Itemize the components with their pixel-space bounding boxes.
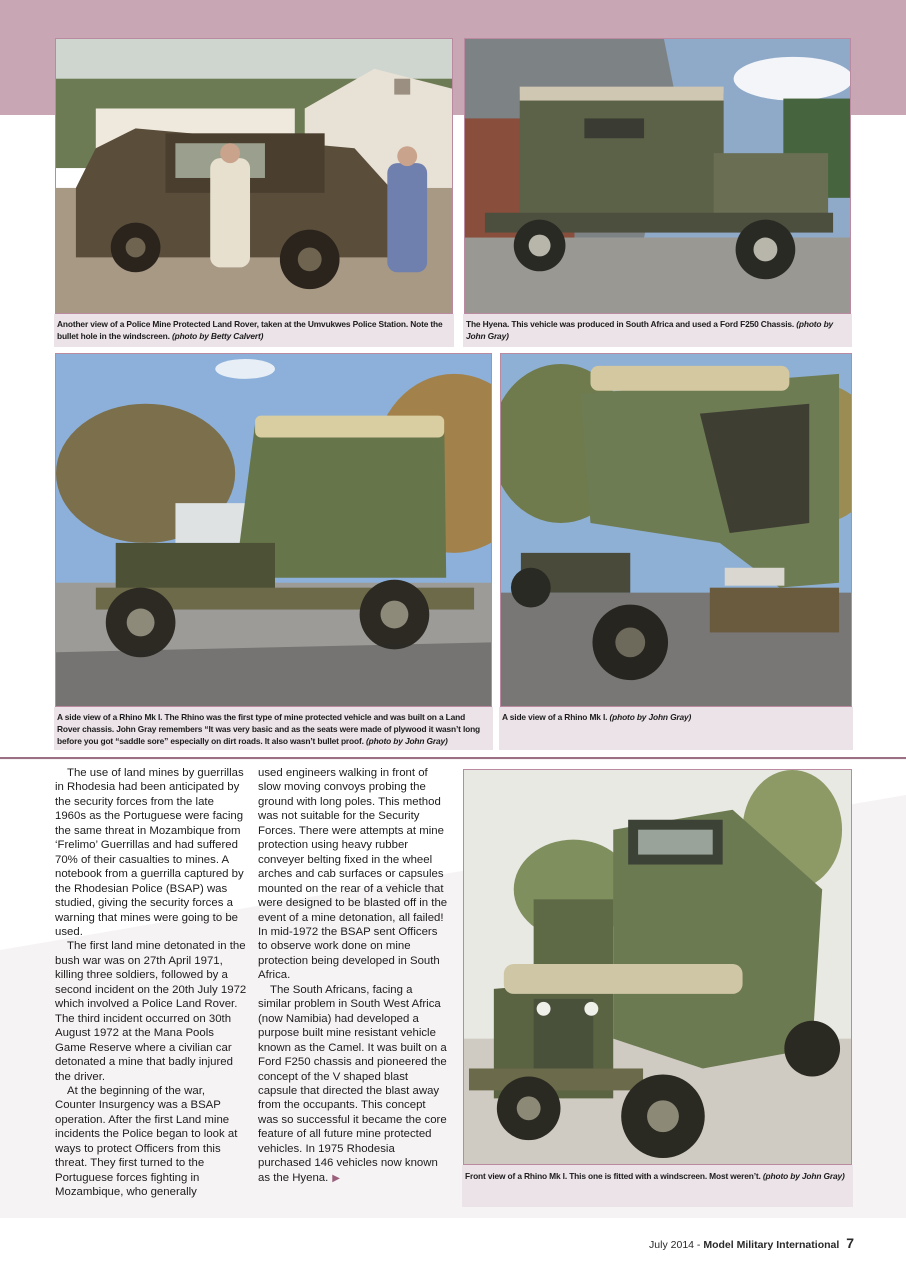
article-paragraph-text: The South Africans, facing a similar problem in South West Africa (now Namibia) had developed a purpose built mine resistant vehicle known as the Camel. It was built on a Ford F250 chassis and pioneered the concept of the V shaped blast capsule that directed the blast away from the occupants. This concept was so successful it became the core feature of all future mine protected vehicles. In 1975 Rhodesia purchased 146 vehicles now known as the Hyena. xyxy=(258,983,447,1184)
photo-credit: (photo by John Gray) xyxy=(609,712,692,722)
caption-text: A side view of a Rhino Mk I. xyxy=(502,712,608,722)
photo-caption xyxy=(54,314,454,347)
section-divider xyxy=(0,757,906,759)
photo-rhino-rear xyxy=(500,353,852,707)
article-column-2 xyxy=(258,766,448,1186)
caption-text: A side view of a Rhino Mk I. The Rhino was the first type of mine protected vehicle and was built on a Land Rover chassis. John Gray remembers “It was very basic and as the seats were made of plywood it wasn’t long before you got “saddle sore” especially on dirt roads. It also wasn’t bullet proof. xyxy=(57,712,481,746)
photo-credit: (photo by John Gray) xyxy=(466,319,834,341)
end-of-article-icon: ▶ xyxy=(332,1172,340,1184)
article-paragraph: At the beginning of the war, Counter Insurgency was a BSAP operation. After the first Land mine incidents the Police began to look at ways to protect Officers from this threat. They first turned to the Portuguese forces fighting in Mozambique, who generally xyxy=(55,1084,238,1199)
left-margin xyxy=(0,115,54,760)
photo-rhino-side xyxy=(55,353,492,707)
photo-rhino-front xyxy=(463,769,852,1165)
footer-separator: - xyxy=(696,1239,701,1251)
photo-credit: (photo by John Gray) xyxy=(365,736,448,746)
photo-hyena xyxy=(464,38,851,314)
photo-caption xyxy=(54,707,493,750)
article-paragraph: The first land mine detonated in the bush war was on 27th April 1971, killing three soldiers, followed by a second incident on the 20th July 1972 which involved a Police Land Rover. The third incident occurred on 30th August 1972 at the Mana Pools Game Reserve where a civilian car detonated a mine that badly injured the driver. xyxy=(55,940,247,1083)
caption-text: Another view of a Police Mine Protected Land Rover, taken at the Umvukwes Police Station. Note the bullet hole in the windscreen. xyxy=(57,319,443,341)
page-footer xyxy=(649,1235,854,1251)
photo-credit: (photo by John Gray) xyxy=(762,1171,845,1181)
page-number: 7 xyxy=(846,1235,854,1251)
photo-caption xyxy=(463,314,852,347)
caption-text: The Hyena. This vehicle was produced in South Africa and used a Ford F250 Chassis. xyxy=(466,319,795,329)
article-paragraph xyxy=(258,983,448,1186)
photo-caption xyxy=(499,707,853,750)
article-paragraph: The use of land mines by guerrillas in Rhodesia had been anticipated by the security forces from the late 1960s as the Portuguese were facing the same threat in Mozambique from ‘Frelimo’ Guerrillas and had suffered 70% of their casualties to mines. A notebook from a guerrilla captured by the Rhodesian Police (BSAP) was studied, giving the security forces a warning that mines were going to be used. xyxy=(55,767,244,938)
article-paragraph: used engineers walking in front of slow moving convoys probing the ground with long poles. This method was not suitable for the Security Forces. There were attempts at mine protection using heavy rubber conveyer belting fixed in the wheel arches and cab surfaces or capsules mounted on the rear of a vehicle that were designed to be blasted off in the event of a mine detonation, all failed! In mid-1972 the BSAP sent Officers to observe work done on mine protection being developed in South Africa. xyxy=(258,767,448,982)
magazine-title: Model Military International xyxy=(703,1239,840,1251)
photo-police-land-rover xyxy=(55,38,453,314)
photo-caption xyxy=(462,1165,853,1207)
issue-date: July 2014 xyxy=(649,1239,694,1251)
caption-text: Front view of a Rhino Mk I. This one is fitted with a windscreen. Most weren’t. xyxy=(465,1171,761,1181)
photo-credit: (photo by Betty Calvert) xyxy=(171,331,264,341)
article-column-1 xyxy=(55,766,247,1200)
